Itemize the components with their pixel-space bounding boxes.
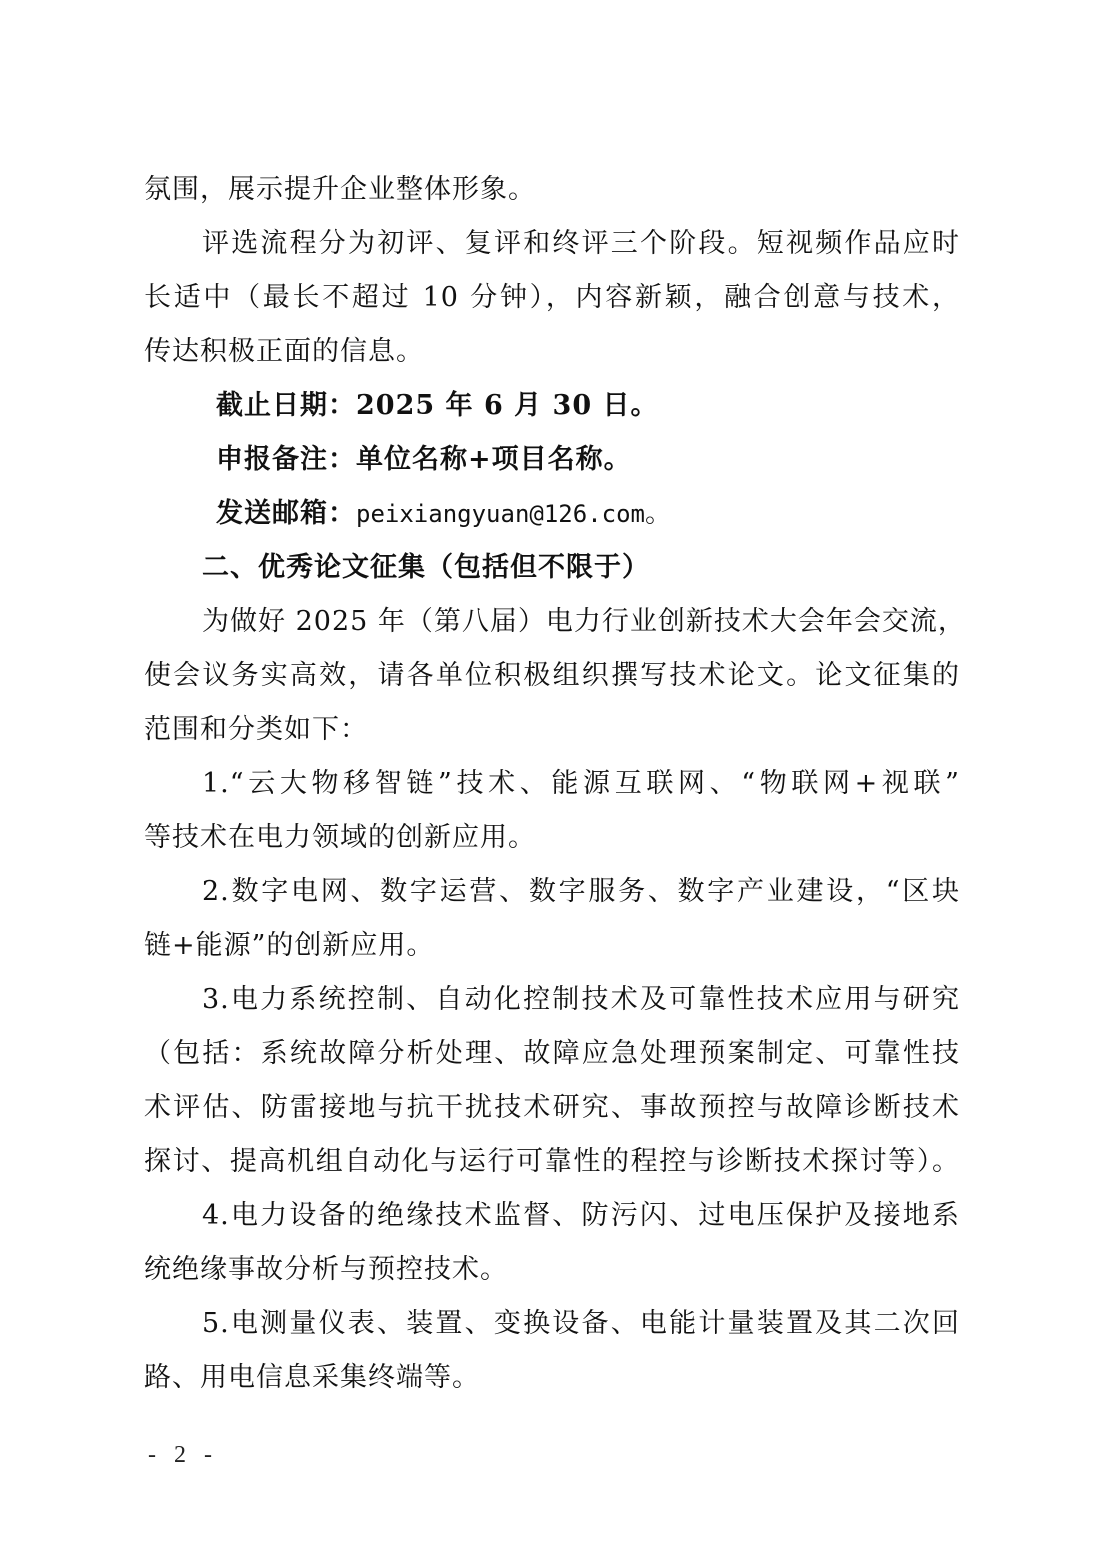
deadline-value: 2025 年 6 月 30 日。 [356,390,659,421]
email-address-link[interactable]: peixiangyuan@126.com [356,500,645,528]
paragraph-line: 范围和分类如下： [144,714,368,745]
paragraph-line: 传达积极正面的信息。 [144,336,424,367]
list-item-line: 术评估、防雷接地与抗干扰技术研究、事故预控与故障诊断技术 [144,1092,960,1123]
submission-note-value: 单位名称+项目名称。 [356,444,632,475]
email-label: 发送邮箱： [216,498,356,529]
paragraph-line: 长适中（最长不超过 10 分钟），内容新颖，融合创意与技术， [144,282,960,313]
list-item-line: 路、用电信息采集终端等。 [144,1362,480,1393]
list-item-line: 5.电测量仪表、装置、变换设备、电能计量装置及其二次回 [202,1308,960,1339]
email-period: 。 [644,498,673,529]
section-heading: 二、优秀论文征集（包括但不限于） [202,552,650,583]
deadline-label: 截止日期： [216,390,356,421]
list-item-line: 链+能源”的创新应用。 [144,930,435,961]
list-item-line: 4.电力设备的绝缘技术监督、防污闪、过电压保护及接地系 [202,1200,960,1231]
submission-note-line [216,442,1046,478]
page-number: - 2 - [148,1442,218,1468]
submission-note-label: 申报备注： [216,444,356,475]
email-line [216,496,1046,532]
list-item-line: 3.电力系统控制、自动化控制技术及可靠性技术应用与研究 [202,984,960,1015]
list-item-line: （包括：系统故障分析处理、故障应急处理预案制定、可靠性技 [144,1038,960,1069]
paragraph-line: 评选流程分为初评、复评和终评三个阶段。短视频作品应时 [202,228,960,259]
list-item-line: 统绝缘事故分析与预控技术。 [144,1254,508,1285]
paragraph-line: 使会议务实高效，请各单位积极组织撰写技术论文。论文征集的 [144,660,960,691]
list-item-line: 1.“云大物移智链”技术、能源互联网、“物联网+视联” [202,768,960,799]
list-item-line: 2.数字电网、数字运营、数字服务、数字产业建设，“区块 [202,876,960,907]
list-item-line: 等技术在电力领域的创新应用。 [144,822,536,853]
paragraph-line: 为做好 2025 年（第八届）电力行业创新技术大会年会交流， [202,606,966,637]
deadline-line [216,388,1046,424]
list-item-line: 探讨、提高机组自动化与运行可靠性的程控与诊断技术探讨等）。 [144,1146,960,1177]
paragraph-line: 氛围，展示提升企业整体形象。 [144,174,536,205]
